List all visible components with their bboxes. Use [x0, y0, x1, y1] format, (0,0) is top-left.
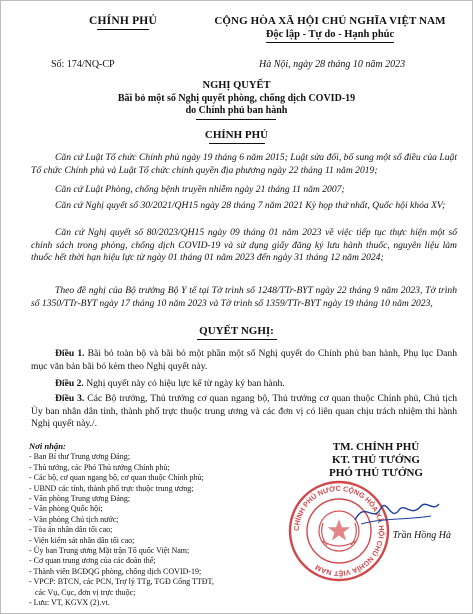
recipient-item: - Thủ tướng, các Phó Thủ tướng Chính phủ;: [29, 462, 170, 472]
preamble-paragraph: Căn cứ Luật Phòng, chống bệnh truyền nhiễm ngày 21 tháng 11 năm 2007;: [55, 184, 345, 195]
signature-line-3: PHÓ THỦ TƯỚNG: [329, 467, 423, 479]
document-number: Số: 174/NQ-CP: [51, 59, 115, 70]
document-subtitle: [1, 93, 472, 117]
preamble-paragraph: Căn cứ Nghị quyết số 80/2023/QH15 ngày 09 tháng 01 năm 2023 về việc tiếp tục thực hiện một số chính sách trong phòng, chống dịch COVID-19 và sử dụng giấy đăng ký lưu hành thuốc, nguyên liệu làm thuốc hết thời hạn hiệu lực từ ngày 01 tháng 01 năm 2023 đến ngày 31 tháng 12 năm 2024;: [31, 227, 457, 263]
recipient-item: các Vụ, Cục, đơn vị trực thuộc;: [35, 587, 136, 597]
recipient-item: - Ban Bí thư Trung ương Đảng;: [29, 452, 130, 462]
recipient-item: - Thành viên BCĐQG phòng, chống dịch COVID-19;: [29, 566, 202, 576]
article-text: Các Bộ trưởng, Thủ trưởng cơ quan ngang bộ, Thủ trưởng cơ quan thuộc Chính phủ, Chủ tịch Ủy ban nhân dân tỉnh, thành phố trực thuộc trung ương và các đơn vị có liên quan chịu trách nhiệm thi hành Nghị quyết này./.: [31, 393, 457, 429]
decide-underline: [197, 339, 277, 340]
recipient-item: - Văn phòng Chủ tịch nước;: [29, 514, 119, 524]
national-motto: Độc lập - Tự do - Hạnh phúc: [265, 29, 395, 40]
recipient-item: - Cơ quan trung ương của các đoàn thể;: [29, 556, 156, 566]
article-text: Bãi bỏ toàn bộ và bãi bỏ một phần một số Nghị quyết do Chính phủ ban hành, Phụ lục Danh mục văn bản bãi bỏ kèm theo Nghị quyết này.: [31, 348, 457, 372]
recipient-item: - Các bộ, cơ quan ngang bộ, cơ quan thuộc Chính phủ;: [29, 473, 204, 483]
subtitle-line-2: do Chính phủ ban hành: [185, 105, 288, 116]
agency-name: CHÍNH PHỦ: [89, 15, 157, 27]
document-type: NGHỊ QUYẾT: [202, 80, 271, 91]
recipients-title: Nơi nhận:: [29, 441, 66, 451]
recipient-item: - Lưu: VT, KGVX (2).vt.: [29, 598, 110, 608]
country-name: CỘNG HÒA XÃ HỘI CHỦ NGHĨA VIỆT NAM: [214, 15, 446, 27]
recipients-list: [29, 441, 265, 609]
header-country-block: [199, 15, 461, 43]
subtitle-underline: [196, 119, 276, 120]
article-3: [31, 393, 457, 431]
handwritten-signature-icon: [351, 494, 441, 530]
signature-block: [291, 441, 461, 480]
article-label: Điều 2.: [55, 378, 84, 389]
seal-text: CHÍNH PHỦ NƯỚC CỘNG HÒA XÃ HỘI CHỦ NGHĨA VIỆT NAM: [291, 483, 387, 579]
issuer-heading: CHÍNH PHỦ: [204, 129, 269, 141]
signature-line-1: TM. CHÍNH PHỦ: [332, 441, 420, 453]
preamble-paragraph: Căn cứ Nghị quyết số 30/2021/QH15 ngày 28 tháng 7 năm 2021 Kỳ họp thứ nhất, Quốc hội khóa XV;: [55, 200, 446, 211]
preamble-paragraph: Căn cứ Luật Tổ chức Chính phủ ngày 19 tháng 6 năm 2015; Luật sửa đổi, bổ sung một số điều của Luật Tổ chức Chính phủ và Luật Tổ chức chính quyền địa phương ngày 22 tháng 11 năm 2019;: [31, 152, 457, 176]
recipient-item: - Viện kiểm sát nhân dân tối cao;: [29, 535, 135, 545]
recipient-item: - VPCP: BTCN, các PCN, Trợ lý TTg, TGĐ Cổng TTĐT,: [29, 577, 214, 587]
signature-line-2: KT. THỦ TƯỚNG: [332, 454, 420, 466]
agency-underline: [97, 29, 149, 30]
article-1: [31, 348, 457, 373]
signer-name: Trần Hồng Hà: [392, 530, 451, 541]
document-date: Hà Nội, ngày 28 tháng 10 năm 2023: [259, 59, 406, 70]
article-label: Điều 3.: [55, 393, 85, 404]
recipient-item: - Tòa án nhân dân tối cao;: [29, 525, 113, 535]
recipient-item: - Văn phòng Quốc hội;: [29, 504, 103, 514]
subtitle-line-1: Bãi bỏ một số Nghị quyết phòng, chống dịch COVID-19: [117, 93, 356, 104]
recipient-item: - Văn phòng Trung ương Đảng;: [29, 494, 131, 504]
decide-heading: QUYẾT NGHỊ:: [199, 325, 274, 337]
article-label: Điều 1.: [55, 348, 85, 359]
recipient-item: - Ủy ban Trung ương Mặt trận Tổ quốc Việt Nam;: [29, 546, 190, 556]
motto-underline: [266, 42, 394, 43]
header-agency-block: [63, 15, 183, 30]
issuer-underline: [209, 143, 265, 144]
recipient-item: - UBND các tỉnh, thành phố trực thuộc trung ương;: [29, 483, 194, 493]
preamble-paragraph: Theo đề nghị của Bộ trưởng Bộ Y tế tại Tờ trình số 1248/TTr-BYT ngày 22 tháng 9 năm 2023, Tờ trình số 1350/TTr-BYT ngày 17 tháng 10 năm 2023 và Tờ trình số 1359/TTr-BYT ngày 19 tháng 10 năm 2023,: [31, 285, 457, 309]
article-text: Nghị quyết này có hiệu lực kể từ ngày ký ban hành.: [86, 378, 285, 389]
article-2: [31, 378, 457, 391]
